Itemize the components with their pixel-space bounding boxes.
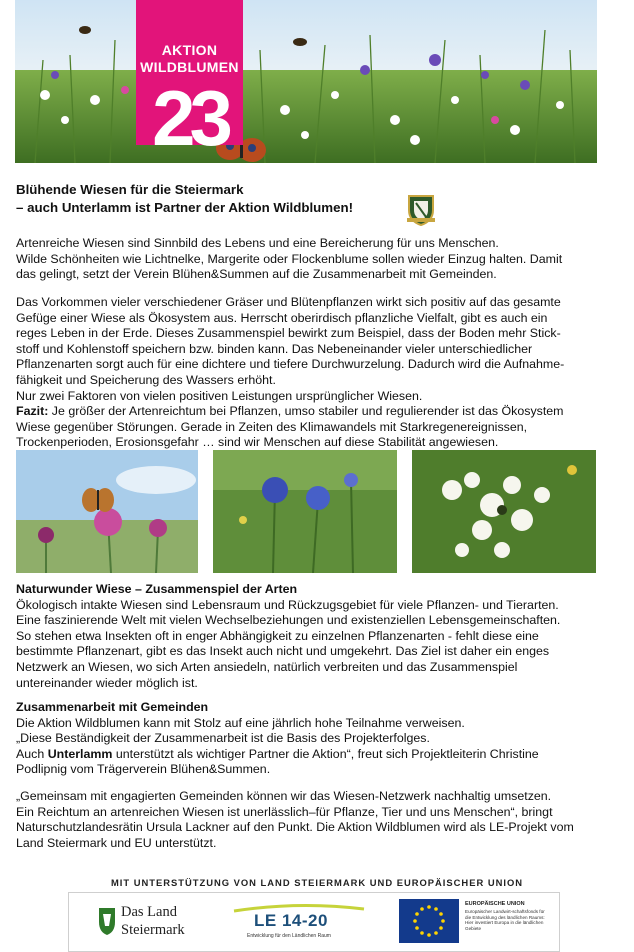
intro-paragraph-2 — [16, 295, 616, 451]
text-line: Eine faszinierende Welt mit vielen Wechselbeziehungen und existenziellen Lebensgemeinschaften. — [16, 613, 561, 628]
text-line: Je größer der Artenreichtum bei Pflanzen, umso stabiler und regulierender ist das Ökosystem — [48, 404, 564, 419]
text-line — [16, 747, 616, 763]
text-line: Wiese gegenüber Störungen. Gerade in Zeiten des Klimawandels mit Starkregenereignissen, — [16, 419, 528, 434]
fazit-line — [16, 404, 616, 420]
badge-title — [136, 42, 243, 76]
footer-title: MIT UNTERSTÜTZUNG VON LAND STEIERMARK UND EUROPÄISCHER UNION — [110, 877, 524, 888]
intro-paragraph-1 — [16, 236, 616, 283]
text-fragment: Auch — [16, 746, 48, 761]
le-subtitle: Entwicklung für den Ländlichen Raum — [247, 933, 331, 939]
text-line: reges Leben in der Erde. Dieses Zusammenspiel bewirkt zum Beispiel, dass der Boden mehr Stick- — [16, 326, 561, 341]
section-zusammenarbeit — [16, 700, 616, 778]
text-line: Land Steiermark und EU unterstützt. — [16, 835, 217, 850]
text-line: „Gemeinsam mit engagierten Gemeinden können wir das Wiesen-Netzwerk nachhaltig umsetzen. — [16, 789, 552, 803]
sponsor-logos — [68, 892, 560, 952]
photo-cornflowers — [213, 450, 397, 573]
text-line: Wilde Schönheiten wie Lichtnelke, Margerite oder Flockenblume sollen wieder Einzug halten. Damit — [16, 251, 563, 266]
text-line: Ein Reichtum an artenreichen Wiesen ist unerlässlich–für Pflanze, Tier und uns Menschen“, bringt — [16, 804, 553, 819]
text-line: Netzwerk an Wiesen, wo sich Arten ansiedeln, natürlich verbreiten und das Zusammenspiel — [16, 659, 518, 674]
text-line: bestimmte Pflanzenart, gibt es das Insekt auch nicht und umgekehrt. Das Ziel ist daher ein enges — [16, 644, 550, 659]
eu-logo — [399, 899, 549, 945]
badge-line-1: AKTION — [161, 42, 218, 58]
fazit-label: Fazit: — [16, 404, 49, 419]
text-line: Das Vorkommen vieler verschiedener Gräser und Blütenpflanzen wirkt sich positiv auf das gesamte — [16, 295, 561, 309]
text-line: Ökologisch intakte Wiesen sind Lebensraum und Rückzugsgebiet für viele Pflanzen- und Tierarten. — [16, 597, 559, 612]
eu-flag-icon — [399, 899, 459, 943]
text-line: „Diese Beständigkeit der Zusammenarbeit ist die Basis des Projekterfolges. — [16, 731, 430, 746]
section-title: Zusammenarbeit mit Gemeinden — [16, 700, 209, 714]
steiermark-panther-icon — [97, 906, 117, 936]
text-line: Die Aktion Wildblumen kann mit Stolz auf eine jährlich hohe Teilnahme verweisen. — [16, 715, 465, 730]
section-title: Naturwunder Wiese – Zusammenspiel der Arten — [16, 582, 298, 596]
badge-number: 23 — [152, 74, 227, 162]
steiermark-line-2: Steiermark — [121, 922, 185, 938]
quote-paragraph — [16, 789, 616, 851]
article-heading — [16, 181, 416, 217]
photo-white-umbels — [412, 450, 596, 573]
text-line: Podlipnig vom Trägerverein Blühen&Summen. — [16, 762, 271, 777]
text-line: Naturschutzlandesrätin Ursula Lackner auf den Punkt. Die Aktion Wildblumen wird als LE-Projekt vom — [16, 820, 574, 835]
eu-description: Europäischer Landwirt-schaftsfonds für die Entwicklung des ländlichen Raums: Hier investiert Europa in die ländlichen Gebiete — [465, 909, 545, 931]
text-line: Pflanzenarten sorgt auch für eine dichtere und tiefere Durchwurzelung. Dadurch wird die Aufnahme- — [16, 357, 565, 372]
aktion-wildblumen-badge — [136, 0, 243, 162]
photo-butterfly-flowers — [16, 450, 198, 573]
badge-line-2: WILDBLUMEN — [140, 59, 239, 75]
text-line: Nur zwei Faktoren von vielen positiven Leistungen ursprünglicher Wiesen. — [16, 388, 423, 403]
text-line: Gefüge einer Wiese als Ökosystem aus. Herrscht oberirdisch pflanzliche Vielfalt, gibt es auch ein — [16, 310, 548, 325]
text-line: So stehen etwa Insekten oft in enger Abhängigkeit zu einzelnen Pflanzenarten - fehlt diese eine — [16, 628, 539, 643]
steiermark-wordmark — [121, 903, 185, 939]
text-line: stoff und Kohlenstoff speichern bzw. binden kann. Das Nebeneinander vieler unterschiedlicher — [16, 341, 533, 356]
le-14-20-logo — [229, 901, 369, 945]
meadow-illustration — [15, 0, 597, 163]
land-steiermark-logo — [97, 900, 207, 944]
text-line: fähigkeit und Speicherung des Wassers erhöht. — [16, 372, 276, 387]
eu-title: EUROPÄISCHE UNION — [465, 901, 525, 907]
text-line: Artenreiche Wiesen sind Sinnbild des Lebens und eine Bereicherung für uns Menschen. — [16, 236, 499, 250]
steiermark-line-1: Das Land — [121, 904, 177, 920]
section-naturwunder — [16, 582, 616, 691]
heading-line-2: – auch Unterlamm ist Partner der Aktion Wildblumen! — [16, 200, 354, 215]
unterlamm-bold: Unterlamm — [47, 746, 113, 761]
text-line: Trockenperioden, Erosionsgefahr … sind wir Menschen auf diese Stabilität angewiesen. — [16, 435, 499, 450]
le-label: LE 14-20 — [254, 911, 328, 930]
text-line: das gelingt, setzt der Verein Blühen&Summen auf die Zusammenarbeit mit Gemeinden. — [16, 267, 497, 282]
text-line: untereinander wieder möglich ist. — [16, 675, 198, 690]
heading-line-1: Blühende Wiesen für die Steiermark — [16, 182, 244, 197]
text-fragment: unterstützt als wichtiger Partner die Aktion“, freut sich Projektleiterin Christine — [112, 746, 539, 761]
banner-image — [15, 0, 597, 163]
